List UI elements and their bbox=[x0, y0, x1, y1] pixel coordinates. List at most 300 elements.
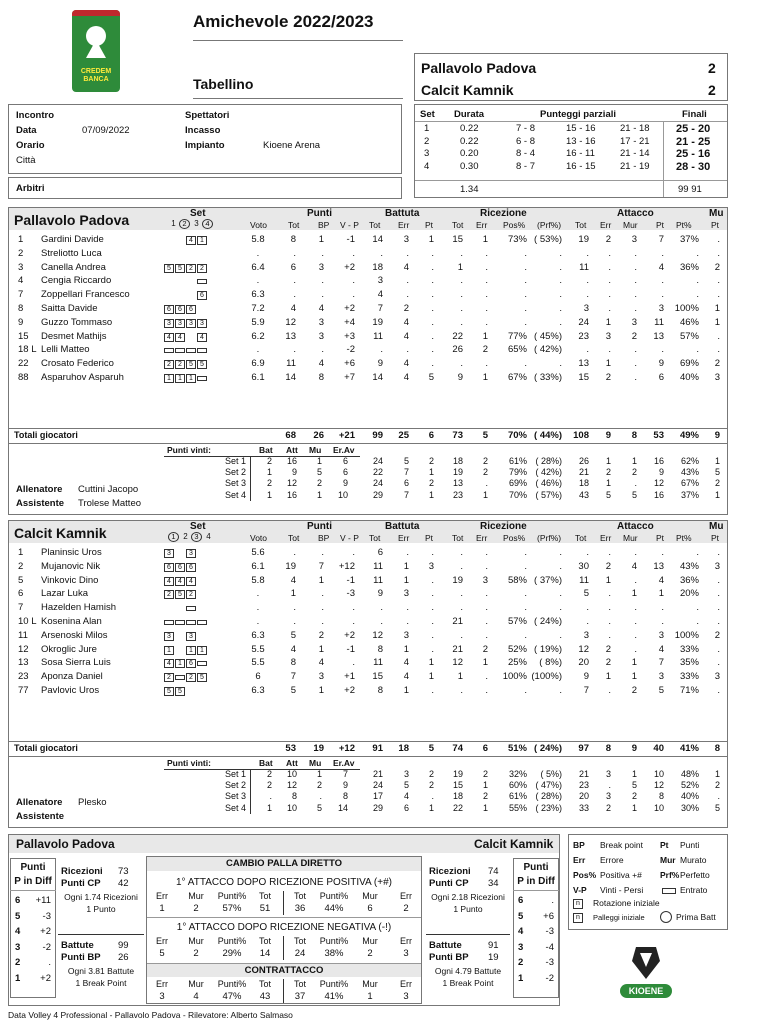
player-set-boxes bbox=[164, 590, 208, 600]
player-set-boxes bbox=[164, 646, 208, 656]
set-stat: 5 bbox=[605, 489, 611, 500]
set-stat: 55% bbox=[508, 802, 527, 813]
grid-val: 3 bbox=[159, 991, 165, 1002]
total-rerr: 5 bbox=[482, 430, 488, 441]
player-name: Cengia Riccardo bbox=[41, 275, 112, 287]
stat-apct: 46% bbox=[679, 316, 699, 328]
stat-amur: . bbox=[634, 275, 637, 287]
stat-apct: 43% bbox=[679, 560, 699, 572]
stat-bpt: 5 bbox=[428, 372, 434, 383]
left-ogni2b: 1 Break Point bbox=[75, 978, 127, 988]
set-stat: 12 bbox=[286, 780, 297, 791]
set-rotation: 6 bbox=[186, 305, 196, 314]
set-stat: 61% bbox=[508, 456, 527, 466]
set-final: 28 - 30 bbox=[676, 160, 711, 173]
stat-btot: 12 bbox=[372, 629, 383, 641]
player-name: Saitta Davide bbox=[41, 303, 98, 314]
stat-amur: 4 bbox=[631, 560, 637, 572]
arbitri-box bbox=[8, 177, 402, 199]
subhdr-vp: V - P bbox=[340, 533, 359, 543]
stat-rerr: . bbox=[485, 588, 488, 600]
grid-val: 6 bbox=[367, 903, 373, 914]
player-set-boxes bbox=[164, 632, 208, 642]
set-stat: 1 bbox=[482, 780, 488, 791]
stat-rprf: ( 37%) bbox=[534, 574, 562, 586]
legend-prf: Prf% bbox=[660, 870, 680, 880]
right-pindiff-hdr: P in Diff bbox=[517, 876, 555, 887]
player-number: 22 bbox=[18, 358, 29, 370]
player-number: 77 bbox=[18, 685, 29, 696]
set-stat: 2 bbox=[428, 478, 434, 489]
player-number: 2 bbox=[18, 247, 24, 259]
subhdr-bpt: Pt bbox=[425, 533, 434, 543]
player-name: Okroglic Jure bbox=[41, 643, 97, 655]
page-subtitle: Tabellino bbox=[193, 76, 254, 92]
set-stat: 2 bbox=[428, 456, 434, 466]
stat-voto: 6.3 bbox=[251, 289, 265, 301]
cambio-title: CAMBIO PALLA DIRETTO bbox=[147, 857, 421, 871]
stat-rpos: 67% bbox=[507, 372, 527, 383]
hdr-attacco: Attacco bbox=[617, 208, 654, 219]
diff-rotation: 6 bbox=[15, 895, 21, 906]
stat-vp: -1 bbox=[346, 234, 355, 245]
set-empty bbox=[175, 646, 186, 656]
stat-rprf: . bbox=[559, 588, 562, 600]
stat-rprf: . bbox=[559, 289, 562, 301]
stat-mu: . bbox=[717, 330, 720, 342]
stat-mu: . bbox=[717, 344, 720, 356]
set-stat: 16 bbox=[286, 456, 297, 466]
set-stat: 2 bbox=[266, 780, 272, 791]
set-numbers bbox=[168, 219, 214, 229]
set-rotation: 5 bbox=[175, 590, 185, 599]
legend-pos: Pos% bbox=[573, 870, 597, 880]
legend-pos-t: Positiva +# bbox=[600, 870, 642, 880]
stat-rpos: . bbox=[524, 685, 527, 696]
set-stat: 69% bbox=[508, 478, 527, 489]
stat-rprf: . bbox=[559, 358, 562, 370]
league-logo bbox=[72, 10, 120, 92]
stat-btot: 4 bbox=[377, 289, 383, 301]
legend-pt: Pt bbox=[660, 840, 669, 850]
stat-tot: . bbox=[293, 289, 296, 301]
set-empty bbox=[175, 604, 186, 614]
player-name: Vinkovic Dino bbox=[41, 574, 99, 586]
set-stat: 6 bbox=[403, 802, 409, 813]
player-name: Zoppellari Francesco bbox=[41, 289, 130, 301]
player-set-boxes bbox=[164, 604, 208, 614]
stat-rprf: ( 19%) bbox=[534, 643, 562, 655]
stat-berr: 2 bbox=[403, 303, 409, 314]
stat-rerr: . bbox=[485, 316, 488, 328]
subhdr-bp: BP bbox=[318, 533, 330, 543]
stat-mu: 2 bbox=[714, 358, 720, 370]
stat-rerr: . bbox=[485, 560, 488, 572]
stat-rprf: ( 8%) bbox=[539, 657, 562, 669]
stat-berr: . bbox=[406, 247, 409, 259]
stat-berr: 1 bbox=[403, 643, 409, 655]
subhdr-btot: Tot bbox=[369, 533, 381, 543]
set-stat: 1 bbox=[428, 467, 434, 478]
grid-val: 2 bbox=[193, 948, 199, 959]
first-serve-icon bbox=[660, 911, 672, 923]
stat-rpos: 58% bbox=[507, 574, 527, 586]
stat-tot: . bbox=[293, 616, 296, 627]
stat-rtot: 1 bbox=[457, 671, 463, 683]
set-stat: 2 bbox=[266, 478, 272, 489]
stat-apct: 71% bbox=[679, 685, 699, 696]
set-stat: 13 bbox=[452, 478, 463, 489]
grid-val: 36 bbox=[294, 903, 306, 914]
left-ogni1b: 1 Punto bbox=[86, 904, 116, 914]
stat-voto: 5.6 bbox=[251, 547, 265, 558]
stat-apt: 4 bbox=[658, 574, 664, 586]
set-stat: 1 bbox=[428, 802, 434, 813]
grid-hdr: Err bbox=[400, 936, 412, 946]
total-tot: 53 bbox=[285, 743, 296, 754]
stat-vp: . bbox=[352, 602, 355, 614]
stat-rpos: 65% bbox=[507, 344, 527, 356]
player-name: Kosenina Alan bbox=[41, 616, 102, 627]
punti-vinti-label: Punti vinti: bbox=[167, 445, 211, 455]
stat-tot: 6 bbox=[290, 261, 296, 273]
set-stat: 2 bbox=[605, 802, 611, 813]
stat-voto: 6.3 bbox=[251, 685, 265, 696]
set-number-2: 2 bbox=[179, 219, 190, 229]
set-stat: 7 bbox=[403, 467, 409, 478]
grid-hdr: Tot bbox=[293, 936, 306, 946]
stat-atot: 19 bbox=[578, 234, 589, 245]
grid-divider bbox=[283, 936, 284, 960]
grid-hdr: Tot bbox=[258, 936, 271, 946]
set-rotation: 6 bbox=[186, 659, 196, 668]
subhdr-rtot: Tot bbox=[452, 220, 464, 230]
stat-atot: 23 bbox=[578, 330, 589, 342]
hdr-battuta: Battuta bbox=[385, 208, 420, 219]
stat-voto: 7.2 bbox=[251, 303, 265, 314]
set-rotation: 3 bbox=[186, 319, 196, 328]
player-set-boxes bbox=[164, 291, 208, 301]
player-name: Desmet Mathijs bbox=[41, 330, 107, 342]
subhdr-rtot: Tot bbox=[452, 533, 464, 543]
set-rotation: 4 bbox=[175, 333, 185, 342]
stat-bpt: . bbox=[431, 261, 434, 273]
set-entered bbox=[175, 675, 185, 680]
grid-val: 3 bbox=[403, 991, 409, 1002]
left-ric: 73 bbox=[118, 866, 129, 877]
total-rpos: 70% bbox=[507, 430, 527, 441]
set-rotation: 6 bbox=[164, 305, 174, 314]
stat-rerr: 2 bbox=[482, 344, 488, 356]
stat-bpt: . bbox=[431, 330, 434, 342]
stat-rpos: . bbox=[524, 261, 527, 273]
diff-value: . bbox=[48, 957, 51, 968]
total-atot: 97 bbox=[578, 743, 589, 754]
stat-mu: . bbox=[717, 657, 720, 669]
set-rotation: 3 bbox=[164, 549, 174, 558]
pos-title: 1° ATTACCO DOPO RICEZIONE POSITIVA (+#) bbox=[176, 877, 392, 888]
stat-rtot: 9 bbox=[457, 372, 463, 383]
stat-vp: . bbox=[352, 275, 355, 287]
totals-label: Totali giocatori bbox=[14, 430, 78, 440]
set-empty bbox=[197, 250, 208, 260]
set-stat: 29 bbox=[372, 802, 383, 813]
stat-aerr: 1 bbox=[605, 671, 611, 683]
stat-amur: . bbox=[634, 602, 637, 614]
set-partial-2: 16 - 15 bbox=[566, 160, 596, 172]
player-number: 11 bbox=[18, 629, 28, 641]
rotation-icon: n bbox=[573, 899, 583, 909]
player-number: 1 bbox=[18, 234, 24, 245]
stat-bp: 8 bbox=[318, 372, 324, 383]
set-rotation: 1 bbox=[186, 646, 196, 655]
stat-btot: 15 bbox=[372, 671, 383, 683]
set-empty bbox=[164, 604, 175, 614]
grid-hdr: Err bbox=[156, 979, 168, 989]
left-bp-label: Punti BP bbox=[61, 952, 101, 963]
player-name: Lazar Luka bbox=[41, 588, 89, 600]
stat-atot: 12 bbox=[578, 643, 589, 655]
player-number: 13 bbox=[18, 657, 29, 669]
set-stat: 5 bbox=[714, 467, 720, 478]
stat-apct: . bbox=[696, 602, 699, 614]
stat-voto: . bbox=[256, 247, 260, 259]
score-team1: Pallavolo Padova bbox=[421, 60, 537, 76]
grid-val: 2 bbox=[367, 948, 373, 959]
subhdr-aerr: Err bbox=[600, 533, 612, 543]
stat-apt: . bbox=[661, 616, 664, 627]
diff-rotation: 4 bbox=[15, 926, 21, 937]
stat-mu: . bbox=[717, 574, 720, 586]
set-stat: 2 bbox=[714, 780, 720, 791]
player-name: Pavlovic Uros bbox=[41, 685, 100, 696]
set-label: Set 1 bbox=[224, 769, 246, 779]
stat-berr: 1 bbox=[403, 685, 409, 696]
stat-rprf: ( 53%) bbox=[534, 234, 562, 245]
player-set-boxes bbox=[164, 549, 208, 559]
set-stat: 52% bbox=[680, 780, 699, 791]
set-stat: 2 bbox=[714, 478, 720, 489]
set-rotation: 3 bbox=[175, 319, 185, 328]
stat-apt: 7 bbox=[658, 657, 664, 669]
stat-aerr: . bbox=[608, 261, 611, 273]
left-pindiff-hdr: P in Diff bbox=[14, 876, 52, 887]
stat-amur: . bbox=[634, 358, 637, 370]
stat-bp: 3 bbox=[318, 316, 324, 328]
pv-hdr-erav: Er.Av bbox=[333, 445, 355, 455]
grid-val: 2 bbox=[403, 903, 409, 914]
set-stat: 16 bbox=[653, 489, 664, 500]
diff-rotation: 5 bbox=[518, 910, 524, 922]
grid-hdr: Mur bbox=[362, 891, 378, 901]
stat-amur: . bbox=[634, 303, 637, 314]
player-number: 4 bbox=[18, 275, 24, 287]
stat-mu: . bbox=[717, 234, 720, 245]
set-stat: . bbox=[634, 478, 637, 489]
set-numbers bbox=[168, 532, 214, 542]
legend-mur-t: Murato bbox=[680, 855, 707, 865]
stat-apct: 36% bbox=[679, 574, 699, 586]
stat-amur: . bbox=[634, 289, 637, 301]
stat-apt: . bbox=[661, 547, 664, 558]
stat-btot: 19 bbox=[372, 316, 383, 328]
grid-hdr: Tot bbox=[293, 891, 306, 901]
player-number: 9 bbox=[18, 316, 24, 328]
set-rotation: 1 bbox=[197, 236, 207, 245]
diff-value: +2 bbox=[40, 926, 51, 937]
set-stat: 2 bbox=[428, 780, 434, 791]
set-stat: 1 bbox=[482, 489, 488, 500]
stat-bpt: 3 bbox=[428, 560, 434, 572]
stat-rtot: . bbox=[460, 247, 463, 259]
stat-atot: . bbox=[586, 616, 589, 627]
stat-atot: 5 bbox=[583, 588, 589, 600]
grid-hdr: Err bbox=[400, 891, 412, 901]
set-rotation: 2 bbox=[164, 673, 174, 682]
set-stat: 48% bbox=[680, 769, 699, 779]
stat-tot: 4 bbox=[290, 574, 296, 586]
set-rotation: 4 bbox=[186, 577, 196, 586]
player-set-boxes bbox=[164, 236, 208, 246]
set-duration: 0.20 bbox=[460, 148, 479, 160]
stat-apt: 13 bbox=[653, 560, 664, 572]
stat-vp: . bbox=[352, 289, 355, 301]
stat-rtot: 19 bbox=[452, 574, 463, 586]
set-partial-3: 21 - 18 bbox=[620, 123, 650, 134]
set-stat: 5 bbox=[631, 489, 637, 500]
set-rotation: 5 bbox=[164, 264, 174, 273]
entered-icon bbox=[662, 888, 676, 894]
stat-vp: +6 bbox=[344, 358, 355, 370]
set-entered bbox=[186, 606, 196, 611]
set-empty bbox=[175, 277, 186, 287]
stat-bp: 7 bbox=[318, 560, 324, 572]
subhdr-btot: Tot bbox=[369, 220, 381, 230]
stat-atot: 3 bbox=[583, 303, 589, 314]
set-stat: 1 bbox=[266, 489, 272, 500]
set-rotation: 1 bbox=[186, 374, 196, 383]
right-ogni2: Ogni 4.79 Battute bbox=[434, 966, 502, 976]
sponsor-logo bbox=[620, 945, 672, 1001]
incontro-label: Incontro bbox=[16, 110, 54, 121]
set-rotation: 5 bbox=[164, 687, 174, 696]
player-number: 18 L bbox=[18, 344, 37, 356]
set-stat: 19 bbox=[452, 769, 463, 779]
stat-mu: 3 bbox=[714, 671, 720, 683]
diff-rotation: 2 bbox=[15, 957, 21, 968]
subhdr-amur: Mur bbox=[623, 533, 638, 543]
subhdr-atot: Tot bbox=[575, 533, 587, 543]
set-stat: 10 bbox=[337, 489, 348, 500]
legend-bp: BP bbox=[573, 840, 585, 850]
stat-btot: 6 bbox=[377, 547, 383, 558]
stat-mu: 2 bbox=[714, 261, 720, 273]
subhdr-amur: Mur bbox=[623, 220, 638, 230]
stat-rerr: . bbox=[485, 671, 488, 683]
set-stat: 3 bbox=[403, 769, 409, 779]
set-entered bbox=[175, 620, 185, 625]
subhdr-bpt: Pt bbox=[425, 220, 434, 230]
stat-amur: . bbox=[634, 261, 637, 273]
stat-vp: . bbox=[352, 657, 355, 669]
set-stat: 2 bbox=[316, 780, 322, 791]
subhdr-berr: Err bbox=[398, 220, 410, 230]
stat-amur: 3 bbox=[631, 316, 637, 328]
stat-apt: 4 bbox=[658, 261, 664, 273]
stat-rerr: 1 bbox=[482, 657, 488, 669]
stat-aerr: 1 bbox=[605, 316, 611, 328]
set-empty bbox=[197, 577, 208, 587]
stat-apt: 6 bbox=[658, 372, 664, 383]
totals-label: Totali giocatori bbox=[14, 743, 78, 753]
stat-vp: . bbox=[352, 547, 355, 558]
hdr-ricezione: Ricezione bbox=[480, 521, 527, 532]
set-stat: 1 bbox=[714, 769, 720, 779]
set-entered bbox=[186, 348, 196, 353]
set-partial-3: 21 - 14 bbox=[620, 148, 650, 160]
stat-vp: +12 bbox=[338, 560, 355, 572]
stat-bpt: . bbox=[431, 275, 434, 287]
set-stat: 24 bbox=[372, 478, 383, 489]
set-stat: . bbox=[608, 780, 611, 791]
total-btot: 91 bbox=[372, 743, 383, 754]
stat-rpos: . bbox=[524, 316, 527, 328]
stat-tot: 11 bbox=[286, 358, 296, 370]
stat-aerr: 2 bbox=[605, 643, 611, 655]
stat-aerr: . bbox=[608, 247, 611, 259]
stat-vp: . bbox=[352, 616, 355, 627]
set-empty bbox=[197, 604, 208, 614]
set-rotation: 5 bbox=[186, 360, 196, 369]
page-title: Amichevole 2022/2023 bbox=[193, 12, 374, 31]
total-amur: 9 bbox=[631, 743, 637, 754]
stat-bpt: . bbox=[431, 303, 434, 314]
player-name: Arsenoski Milos bbox=[41, 629, 108, 641]
set-empty bbox=[164, 277, 175, 287]
stat-bpt: . bbox=[431, 289, 434, 301]
stat-rerr: . bbox=[485, 629, 488, 641]
set-label: Set 1 bbox=[224, 456, 246, 466]
stat-rerr: . bbox=[485, 685, 488, 696]
subhdr-rprf: (Prf%) bbox=[537, 220, 562, 230]
stat-amur: 1 bbox=[631, 657, 637, 669]
legend-err: Err bbox=[573, 855, 586, 865]
stat-aerr: . bbox=[608, 629, 611, 641]
subhdr-vp: V - P bbox=[340, 220, 359, 230]
grid-val: 41% bbox=[324, 991, 344, 1002]
stat-bp: 2 bbox=[318, 629, 324, 641]
stat-mu: . bbox=[717, 616, 720, 627]
stat-bpt: . bbox=[431, 629, 434, 641]
total-aerr: 8 bbox=[605, 743, 611, 754]
stat-apt: 3 bbox=[658, 303, 664, 314]
subhdr-tot: Tot bbox=[288, 533, 300, 543]
set-stat: 7 bbox=[403, 489, 409, 500]
stat-apt: 9 bbox=[658, 358, 664, 370]
stat-btot: 8 bbox=[377, 643, 383, 655]
total-atot: 108 bbox=[573, 430, 589, 441]
stat-berr: 3 bbox=[403, 234, 409, 245]
set-duration: 0.22 bbox=[460, 123, 479, 134]
set-empty bbox=[197, 305, 208, 315]
player-name: Asparuhov Asparuh bbox=[41, 372, 124, 383]
grid-val: 44% bbox=[324, 903, 344, 914]
score-team1-sets: 2 bbox=[708, 60, 716, 76]
set-stat: 2 bbox=[631, 467, 637, 478]
stat-amur: . bbox=[634, 547, 637, 558]
stat-rprf: . bbox=[559, 685, 562, 696]
total-tot: 68 bbox=[285, 430, 296, 441]
